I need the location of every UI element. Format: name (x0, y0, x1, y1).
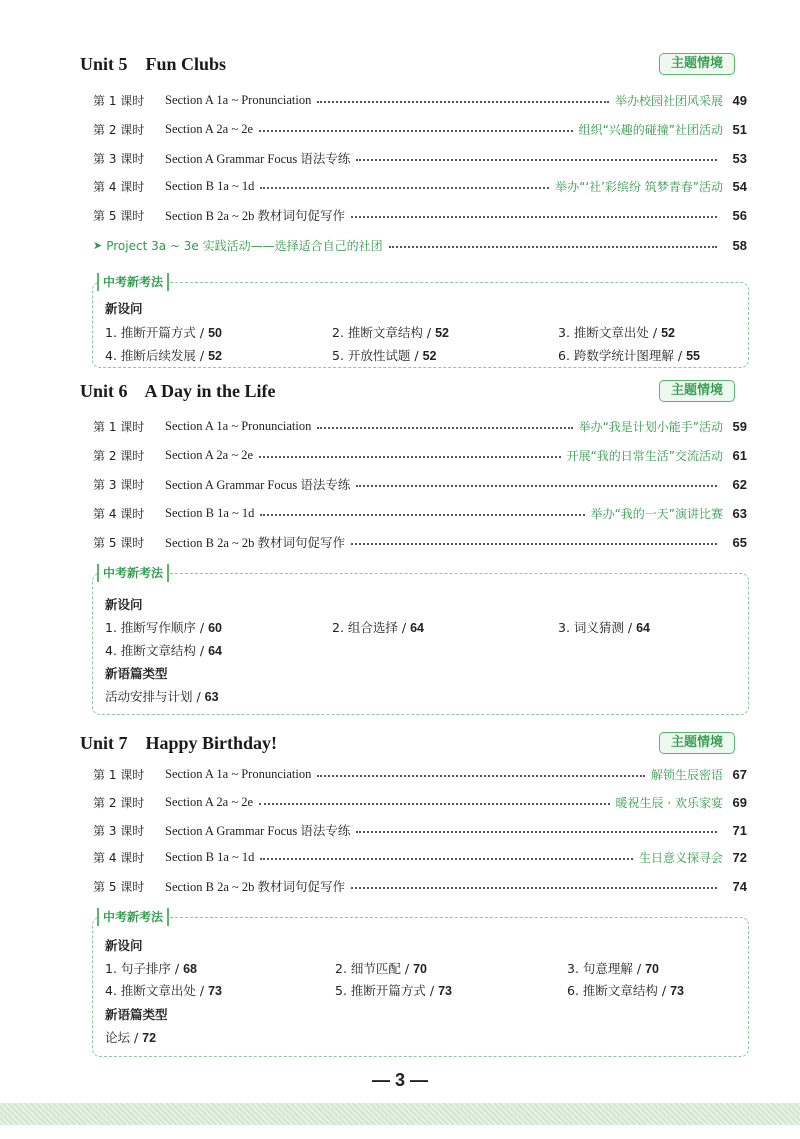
exam-item-text: 3. 句意理解 / (567, 961, 642, 976)
lesson-label: 第 4 课时 (93, 506, 145, 521)
dot-leader (259, 456, 561, 458)
exam-item-text: 2. 推断文章结构 / (332, 325, 432, 340)
exam-item (105, 323, 222, 341)
exam-item-text: 1. 推断开篇方式 / (105, 325, 205, 340)
page-ref: 58 (732, 237, 747, 253)
section-label: Section A 2a ~ 2e (165, 447, 254, 462)
exam-box (92, 566, 749, 715)
section-label: Section A 1a ~ Pronunciation (165, 766, 312, 781)
lesson-label: 第 2 课时 (93, 448, 145, 463)
page-ref: 61 (732, 447, 747, 463)
page-ref: 59 (732, 418, 747, 434)
exam-item-page: 73 (438, 984, 452, 998)
page-ref: 71 (732, 822, 747, 838)
toc-row[interactable] (93, 205, 747, 225)
lesson-label: 第 2 课时 (93, 795, 145, 810)
exam-item-text: 1. 推断写作顺序 / (105, 620, 205, 635)
exam-item (335, 981, 452, 999)
exam-item-page: 64 (208, 644, 222, 658)
section-label: Section A 1a ~ Pronunciation (165, 92, 312, 107)
exam-item-page: 70 (413, 962, 427, 976)
dot-leader (260, 514, 584, 516)
exam-item-text: 6. 推断文章结构 / (567, 983, 667, 998)
lesson-label: 第 4 课时 (93, 850, 145, 865)
toc-row[interactable] (93, 876, 747, 896)
exam-item (105, 346, 222, 364)
exam-label: 中考新考法 (97, 908, 169, 926)
section-label: Section A Grammar Focus 语法专练 (165, 152, 351, 166)
toc-row[interactable] (93, 416, 747, 436)
page-ref: 53 (732, 150, 747, 166)
dot-leader (351, 887, 717, 889)
lesson-label: 第 1 课时 (93, 93, 145, 108)
lesson-label: 第 1 课时 (93, 419, 145, 434)
exam-item-text: 1. 句子排序 / (105, 961, 180, 976)
project-label: Project 3a ~ 3e 实践活动——选择适合自己的社团 (106, 238, 383, 253)
toc-row[interactable] (93, 847, 747, 867)
lesson-label: 第 5 课时 (93, 208, 145, 223)
toc-row[interactable] (93, 820, 747, 840)
page-ref: 74 (732, 878, 747, 894)
exam-item (105, 618, 222, 636)
exam-item-text: 2. 组合选择 / (332, 620, 407, 635)
toc-row[interactable] (93, 764, 747, 784)
unit-title: Unit 5 Fun Clubs (80, 54, 227, 74)
toc-row[interactable] (93, 532, 747, 552)
toc-row[interactable] (93, 445, 747, 465)
genre-text: 活动安排与计划 / (105, 689, 201, 704)
dot-leader (356, 831, 717, 833)
section-label: Section B 1a ~ 1d (165, 178, 255, 193)
dot-leader (351, 543, 717, 545)
dot-leader (260, 187, 549, 189)
exam-item (558, 618, 650, 636)
page-ref: 63 (732, 505, 747, 521)
exam-item-page: 52 (208, 349, 222, 363)
section-label: Section B 1a ~ 1d (165, 849, 255, 864)
exam-item (332, 618, 424, 636)
page-ref: 65 (732, 534, 747, 550)
page-ref: 56 (732, 207, 747, 223)
section-label: Section A 2a ~ 2e (165, 121, 254, 136)
dot-leader (259, 803, 610, 805)
toc-row[interactable] (93, 90, 747, 110)
box-heading: 新语篇类型 (105, 666, 168, 681)
section-label: Section B 2a ~ 2b 教材词句促写作 (165, 209, 346, 223)
exam-label: 中考新考法 (97, 564, 169, 582)
exam-item-text: 5. 推断开篇方式 / (335, 983, 435, 998)
theme-text: 解锁生辰密语 (650, 767, 723, 782)
exam-item (567, 959, 659, 977)
page-ref: 69 (732, 794, 747, 810)
section-label: Section B 2a ~ 2b 教材词句促写作 (165, 536, 346, 550)
exam-item (332, 323, 449, 341)
theme-text: 生日意义探寻会 (638, 850, 723, 865)
exam-item-text: 4. 推断后续发展 / (105, 348, 205, 363)
section-label: Section B 1a ~ 1d (165, 505, 255, 520)
paper-plane-icon: ➤ (93, 238, 103, 252)
page-ref: 62 (732, 476, 747, 492)
project-row[interactable] (93, 235, 747, 255)
exam-item-page: 64 (410, 621, 424, 635)
toc-row[interactable] (93, 503, 747, 523)
unit-title: Unit 7 Happy Birthday! (80, 733, 278, 753)
exam-item-text: 4. 推断文章出处 / (105, 983, 205, 998)
toc-row[interactable] (93, 176, 747, 196)
page-ref: 54 (732, 178, 747, 194)
theme-text: 举办校园社团风采展 (614, 93, 723, 108)
lesson-label: 第 4 课时 (93, 179, 145, 194)
exam-item-page: 52 (422, 349, 437, 363)
dot-leader (317, 101, 609, 103)
theme-badge: 主题情境 (659, 380, 735, 402)
exam-item-page: 68 (183, 962, 197, 976)
section-label: Section A Grammar Focus 语法专练 (165, 478, 351, 492)
dot-leader (351, 216, 717, 218)
lesson-label: 第 5 课时 (93, 879, 145, 894)
dot-leader (259, 130, 573, 132)
theme-text: 组织“兴趣的碰撞”社团活动 (578, 122, 723, 137)
lesson-label: 第 2 课时 (93, 122, 145, 137)
exam-item (105, 959, 197, 977)
genre-page: 63 (204, 690, 219, 704)
theme-text: 举办“我的一天”演讲比赛 (590, 506, 723, 521)
exam-item-page: 73 (208, 984, 222, 998)
dot-leader (356, 485, 717, 487)
section-label: Section A 1a ~ Pronunciation (165, 418, 312, 433)
exam-item-text: 3. 推断文章出处 / (558, 325, 658, 340)
box-heading: 新设问 (105, 301, 143, 316)
theme-text: 暖祝生辰 · 欢乐家宴 (615, 795, 723, 810)
section-label: Section A Grammar Focus 语法专练 (165, 824, 351, 838)
footer-band (0, 1103, 800, 1125)
exam-item-page: 70 (645, 962, 659, 976)
lesson-label: 第 5 课时 (93, 535, 145, 550)
theme-badge: 主题情境 (659, 53, 735, 75)
exam-item (558, 323, 675, 341)
lesson-label: 第 1 课时 (93, 767, 145, 782)
genre-item (105, 1028, 156, 1046)
lesson-label: 第 3 课时 (93, 151, 145, 166)
page-ref: 49 (732, 92, 747, 108)
toc-row[interactable] (93, 792, 747, 812)
exam-box (92, 910, 749, 1057)
exam-item (105, 641, 222, 659)
toc-row[interactable] (93, 148, 747, 168)
exam-item-text: 6. 跨数学统计图理解 / (558, 348, 683, 363)
dot-leader (317, 775, 645, 777)
exam-item-page: 55 (686, 349, 700, 363)
page-ref: 67 (732, 766, 747, 782)
exam-item (558, 346, 700, 364)
exam-item-text: 4. 推断文章结构 / (105, 643, 205, 658)
exam-item-page: 50 (208, 326, 222, 340)
exam-item-page: 64 (636, 621, 650, 635)
box-heading: 新语篇类型 (105, 1007, 168, 1022)
genre-item (105, 687, 219, 705)
dot-leader (389, 246, 717, 248)
toc-row[interactable] (93, 474, 747, 494)
lesson-label: 第 3 课时 (93, 823, 145, 838)
section-label: Section B 2a ~ 2b 教材词句促写作 (165, 880, 346, 894)
exam-item (567, 981, 684, 999)
genre-page: 72 (142, 1031, 157, 1045)
exam-item (332, 346, 436, 364)
exam-item-text: 2. 细节匹配 / (335, 961, 410, 976)
exam-item-text: 3. 词义猜测 / (558, 620, 633, 635)
toc-row[interactable] (93, 119, 747, 139)
theme-text: 举办“我是计划小能手”活动 (578, 419, 723, 434)
dot-leader (356, 159, 717, 161)
exam-label: 中考新考法 (97, 273, 169, 291)
exam-item (105, 981, 222, 999)
exam-item-page: 73 (670, 984, 684, 998)
theme-badge: 主题情境 (659, 732, 735, 754)
page-ref: 51 (732, 121, 747, 137)
page-number: — 3 — (371, 1070, 428, 1090)
lesson-label: 第 3 课时 (93, 477, 145, 492)
exam-box (92, 275, 749, 368)
genre-text: 论坛 / (105, 1030, 139, 1045)
box-heading: 新设问 (105, 597, 143, 612)
exam-item (335, 959, 427, 977)
theme-text: 开展“我的日常生活”交流活动 (566, 448, 723, 463)
theme-text: 举办“‘社’彩缤纷 筑梦青春”活动 (555, 179, 723, 194)
section-label: Section A 2a ~ 2e (165, 794, 254, 809)
exam-item-page: 52 (661, 326, 675, 340)
page-ref: 72 (732, 849, 747, 865)
exam-item-text: 5. 开放性试题 / (332, 348, 419, 363)
exam-item-page: 60 (208, 621, 222, 635)
dot-leader (317, 427, 572, 429)
box-heading: 新设问 (105, 938, 143, 953)
exam-item-page: 52 (435, 326, 449, 340)
unit-title: Unit 6 A Day in the Life (80, 381, 276, 401)
dot-leader (260, 858, 633, 860)
